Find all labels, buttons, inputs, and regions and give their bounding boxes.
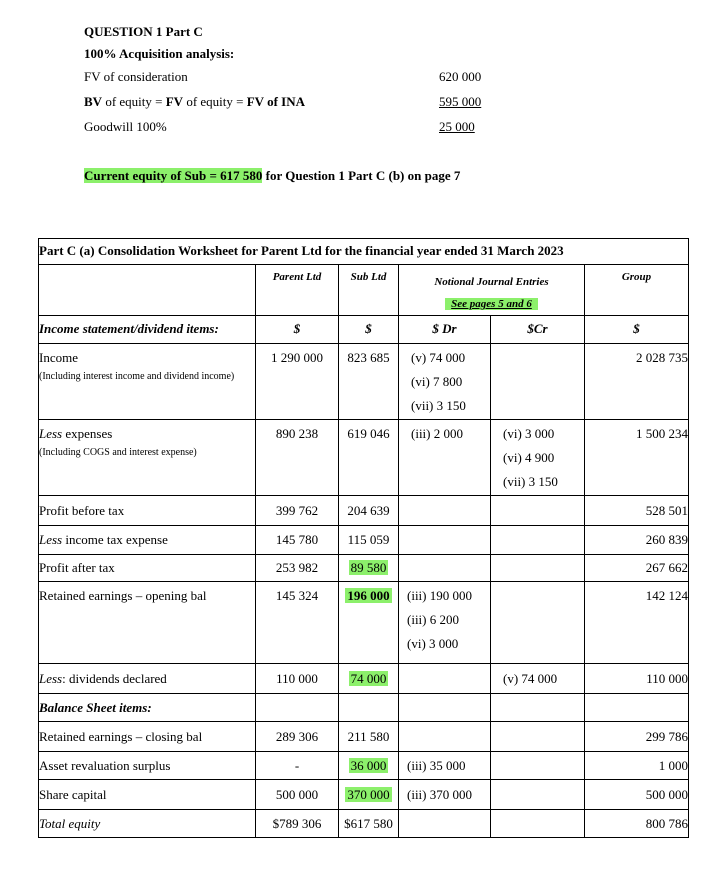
- income-dr-1: (v) 74 000: [411, 350, 466, 365]
- expenses-label-rest: expenses: [62, 426, 113, 441]
- col-header-group: Group: [585, 265, 689, 316]
- pat-parent: 253 982: [256, 555, 339, 582]
- goodwill-label: Goodwill 100%: [84, 119, 167, 134]
- fv-equity-value: 595 000: [439, 94, 482, 109]
- share-sub: 370 000: [347, 786, 390, 802]
- share-parent: 500 000: [256, 780, 339, 810]
- income-label-cell: [39, 344, 256, 420]
- expenses-less: Less: [39, 426, 63, 441]
- fv-consideration-value: 620 000: [439, 69, 482, 84]
- current-equity-note: [84, 168, 460, 184]
- re-open-dr-3: (vi) 3 000: [407, 636, 459, 651]
- pbt-label: Profit before tax: [39, 496, 256, 526]
- income-dr-3: (vii) 3 150: [411, 398, 466, 413]
- expenses-cr-3: (vii) 3 150: [503, 474, 558, 489]
- reval-dr: (iii) 35 000: [399, 752, 491, 780]
- income-parent: 1 290 000: [271, 350, 323, 365]
- tax-parent: 145 780: [256, 526, 339, 555]
- reval-parent: -: [256, 752, 339, 780]
- col-header-sub: Sub Ltd: [339, 265, 399, 316]
- of-equity-text-1: of equity =: [102, 94, 166, 109]
- dividends-label: [39, 664, 256, 694]
- reval-label: Asset revaluation surplus: [39, 752, 256, 780]
- tax-less: Less: [39, 532, 63, 547]
- col-header-nje: [399, 265, 585, 316]
- dividends-label-rest: : dividends declared: [62, 670, 167, 686]
- current-equity-highlight: Current equity of Sub = 617 580: [84, 168, 263, 183]
- total-label: Total equity: [39, 810, 256, 838]
- re-open-dr-1: (iii) 190 000: [407, 588, 472, 603]
- unit-sub: $: [339, 316, 399, 344]
- pat-label: Profit after tax: [39, 555, 256, 582]
- fv-ina-text: FV of INA: [246, 94, 305, 109]
- income-group: 2 028 735: [636, 350, 689, 365]
- re-close-label: Retained earnings – closing bal: [39, 722, 256, 752]
- dividends-sub: 74 000: [350, 670, 387, 686]
- consolidation-worksheet: [38, 238, 689, 838]
- income-dr-2: (vi) 7 800: [411, 374, 463, 389]
- nje-see-pages: See pages 5 and 6: [445, 298, 538, 310]
- acquisition-heading: 100% Acquisition analysis:: [84, 46, 235, 61]
- expenses-parent: 890 238: [275, 426, 319, 441]
- dividends-parent: 110 000: [256, 664, 339, 694]
- expenses-cr-2: (vi) 4 900: [503, 450, 555, 465]
- tax-label-rest: income tax expense: [62, 532, 168, 547]
- re-open-label: Retained earnings – opening bal: [39, 588, 207, 603]
- income-statement-heading: Income statement/dividend items:: [39, 316, 256, 344]
- expenses-group: 1 500 234: [636, 426, 689, 441]
- header-blank: [39, 265, 256, 316]
- pat-sub: 89 580: [350, 560, 387, 575]
- reval-group: 1 000: [585, 752, 689, 780]
- worksheet-title: Part C (a) Consolidation Worksheet for Parent Ltd for the financial year ended 31 March 2023: [39, 239, 689, 265]
- dividends-group: 110 000: [585, 664, 689, 694]
- re-open-dr-2: (iii) 6 200: [407, 612, 459, 627]
- re-close-sub: 211 580: [339, 722, 399, 752]
- total-parent: $789 306: [256, 810, 339, 838]
- pbt-parent: 399 762: [256, 496, 339, 526]
- total-group: 800 786: [585, 810, 689, 838]
- tax-group: 260 839: [585, 526, 689, 555]
- unit-cr: $Cr: [491, 316, 585, 344]
- dividends-less: Less: [39, 670, 63, 686]
- unit-group: $: [585, 316, 689, 344]
- re-open-sub: 196 000: [347, 588, 390, 603]
- expenses-label: [39, 422, 255, 446]
- share-dr: (iii) 370 000: [399, 780, 491, 810]
- question-title: QUESTION 1 Part C: [84, 24, 203, 39]
- expenses-note: (Including COGS and interest expense): [39, 447, 197, 458]
- reval-sub: 36 000: [350, 757, 387, 773]
- expenses-cr-1: (vi) 3 000: [503, 426, 555, 441]
- balance-sheet-heading: Balance Sheet items:: [39, 694, 256, 722]
- expenses-sub: 619 046: [347, 426, 390, 441]
- bv-text: BV: [84, 94, 103, 109]
- nje-title: Notional Journal Entries: [434, 276, 549, 288]
- pat-group: 267 662: [585, 555, 689, 582]
- income-sub: 823 685: [347, 350, 390, 365]
- share-group: 500 000: [585, 780, 689, 810]
- equity-equation-label: [84, 94, 305, 110]
- unit-dr: $ Dr: [399, 316, 491, 344]
- re-open-group: 142 124: [645, 588, 689, 603]
- fv-consideration-label: FV of consideration: [84, 69, 188, 84]
- unit-parent: $: [256, 316, 339, 344]
- tax-label: [39, 526, 256, 555]
- fv-text: FV: [165, 94, 184, 109]
- re-open-parent: 145 324: [275, 588, 319, 603]
- total-sub: $617 580: [339, 810, 399, 838]
- re-close-group: 299 786: [585, 722, 689, 752]
- current-equity-note-rest: for Question 1 Part C (b) on page 7: [262, 168, 461, 183]
- col-header-parent: Parent Ltd: [256, 265, 339, 316]
- income-label: Income: [39, 350, 78, 365]
- income-note: (Including interest income and dividend income): [39, 371, 235, 382]
- pbt-sub: 204 639: [339, 496, 399, 526]
- of-equity-text-2: of equity =: [183, 94, 247, 109]
- pbt-group: 528 501: [585, 496, 689, 526]
- expenses-dr-1: (iii) 2 000: [411, 426, 463, 441]
- dividends-cr: (v) 74 000: [491, 664, 585, 694]
- goodwill-value: 25 000: [439, 119, 475, 134]
- share-label: Share capital: [39, 780, 256, 810]
- re-close-parent: 289 306: [256, 722, 339, 752]
- tax-sub: 115 059: [339, 526, 399, 555]
